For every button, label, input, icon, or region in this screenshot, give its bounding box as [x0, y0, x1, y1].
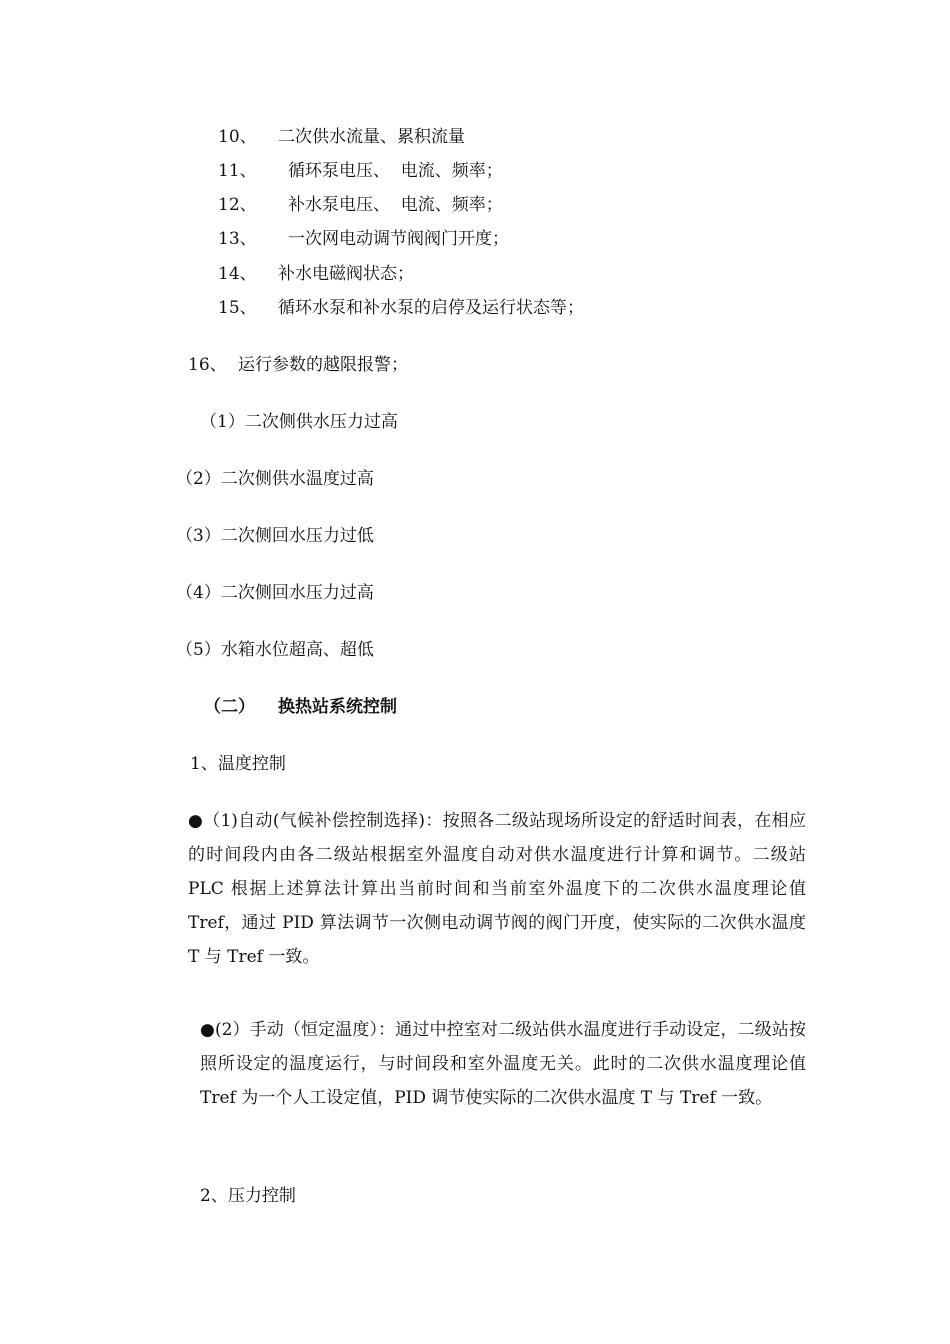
- list-item-text: 一次网电动调节阀阀门开度；: [288, 229, 509, 249]
- list-item: [218, 194, 503, 216]
- list-item-number: 15、: [218, 298, 257, 318]
- list-item-text: 二次供水流量、累积流量: [278, 127, 465, 147]
- list-item: [218, 228, 509, 250]
- list-item: [218, 297, 584, 319]
- manual-control-paragraph: ●(2）手动（恒定温度）：通过中控室对二级站供水温度进行手动设定，二级站按照所设定的温度运行，与时间段和室外温度无关。此时的二次供水温度理论值 Tref 为一个人工设定值，PID 调节使实际的二次供水温度 T 与 Tref 一致。: [200, 1020, 806, 1108]
- list-item: [218, 160, 503, 182]
- list-item-number: 12、: [218, 195, 257, 215]
- list-item-number: 16、: [188, 355, 227, 375]
- alarm-item: （3）二次侧回水压力过低: [176, 526, 374, 546]
- auto-control-paragraph: ●（1)自动(气候补偿控制选择)：按照各二级站现场所设定的舒适时间表，在相应的时间段内由各二级站根据室外温度自动对供水温度进行计算和调节。二级站 PLC 根据上述算法计算出当前时间和当前室外温度下的二次供水温度理论值 Tref，通过 PID 算法调节一次侧电动调节阀的阀门开度，使实际的二次供水温度 T 与 Tref 一致。: [188, 811, 806, 967]
- list-item-text: 循环水泵和补水泵的启停及运行状态等；: [278, 298, 584, 318]
- alarm-item: （2）二次侧供水温度过高: [176, 469, 374, 489]
- list-item-text: 运行参数的越限报警；: [238, 355, 408, 375]
- section-heading: [204, 696, 397, 718]
- alarm-item: （5）水箱水位超高、超低: [176, 640, 374, 660]
- section-title: 换热站系统控制: [278, 697, 397, 717]
- list-item-16: [188, 354, 408, 376]
- alarm-item: （1）二次侧供水压力过高: [200, 412, 398, 432]
- list-item-number: 11、: [218, 161, 257, 181]
- list-item-number: 14、: [218, 264, 257, 284]
- subsection-heading-pressure: 2、压力控制: [200, 1186, 296, 1206]
- list-item-text: 补水电磁阀状态；: [278, 264, 414, 284]
- list-item-number: 10、: [218, 127, 257, 147]
- section-number: （二）: [204, 697, 255, 717]
- alarm-item: （4）二次侧回水压力过高: [176, 583, 374, 603]
- list-item-text: 循环泵电压、 电流、频率；: [288, 161, 503, 181]
- subsection-heading-temperature: 1、温度控制: [190, 754, 286, 774]
- list-item: [218, 263, 414, 285]
- list-item-text: 补水泵电压、 电流、频率；: [288, 195, 503, 215]
- list-item-number: 13、: [218, 229, 257, 249]
- list-item: [218, 126, 465, 148]
